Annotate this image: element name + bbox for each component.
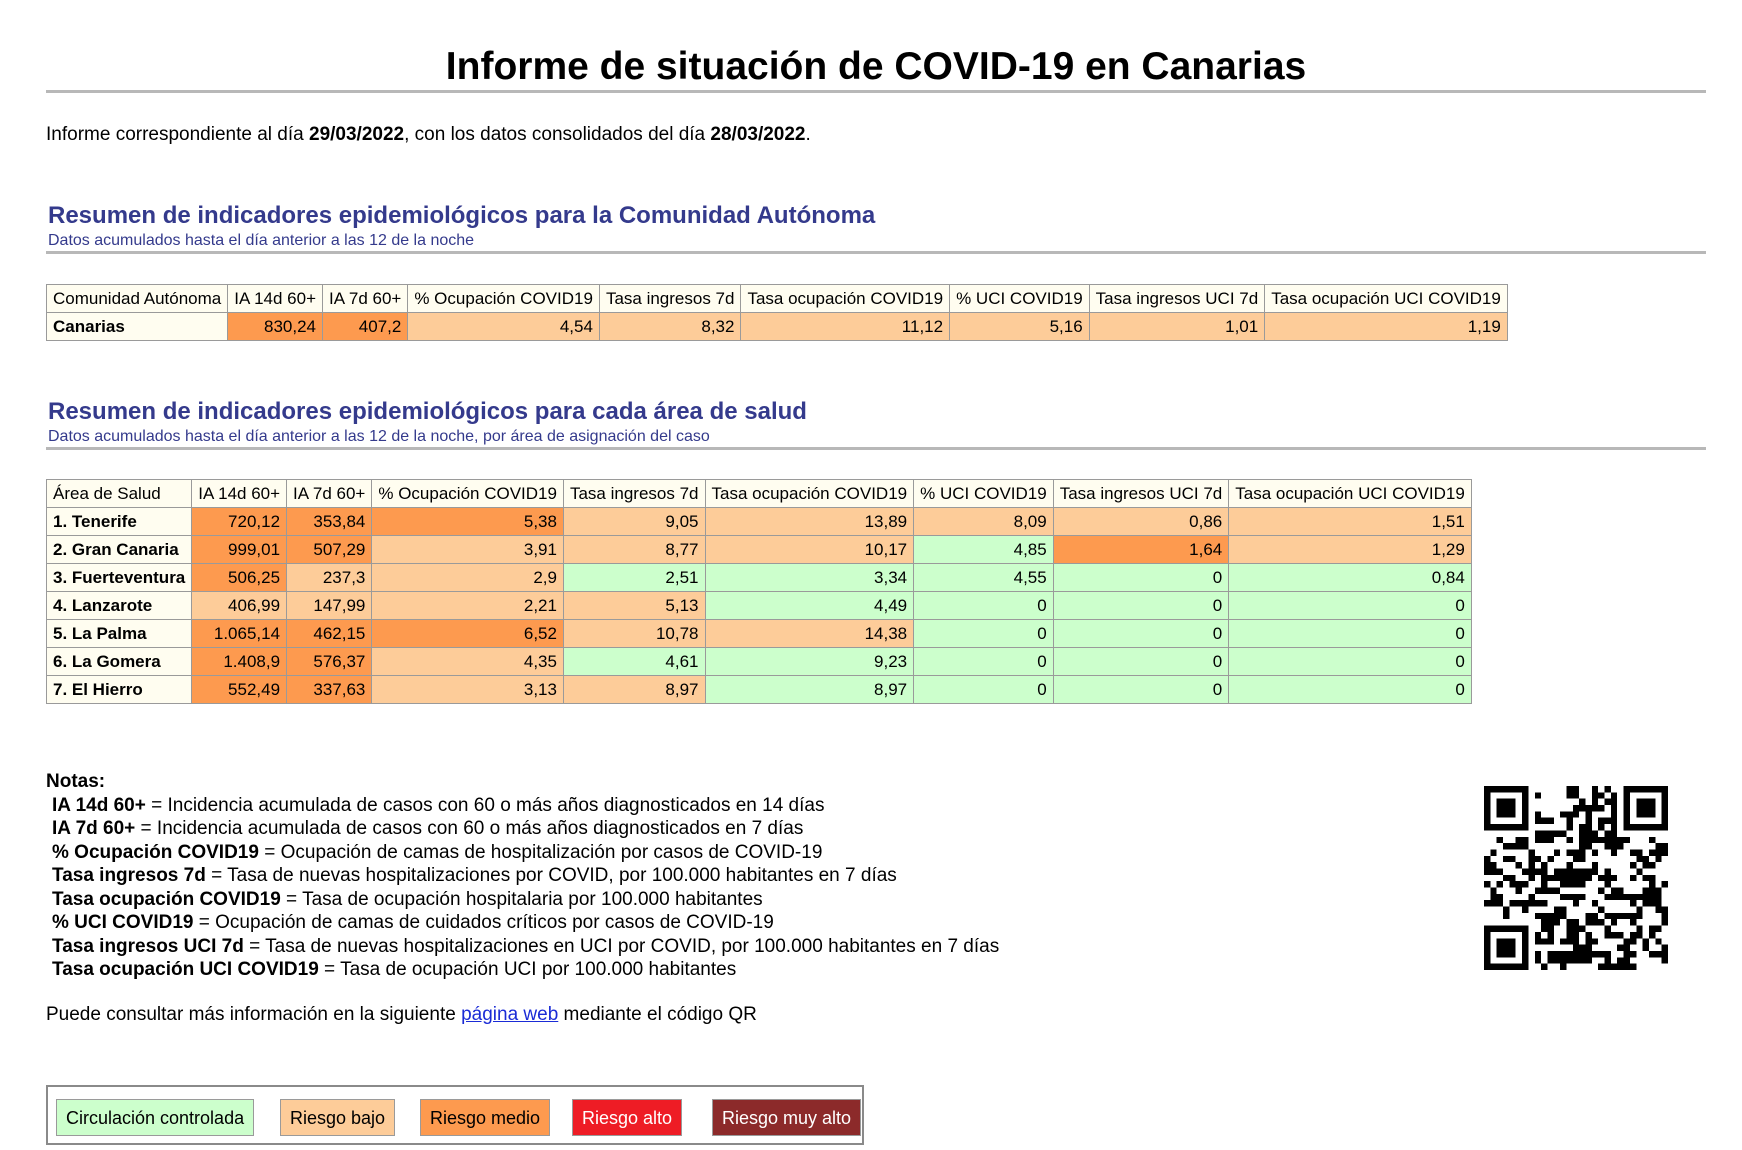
indicator-cell: 237,3 [287, 564, 372, 592]
indicator-cell: 0 [1053, 676, 1229, 704]
indicator-cell: 2,51 [563, 564, 705, 592]
column-header: IA 14d 60+ [228, 285, 323, 313]
column-header: % Ocupación COVID19 [408, 285, 600, 313]
indicator-cell: 0 [914, 592, 1054, 620]
indicator-cell: 8,97 [563, 676, 705, 704]
note-item [46, 911, 999, 935]
note-definition: = Tasa de ocupación hospitalaria por 100.000 habitantes [280, 888, 763, 910]
indicator-cell: 0 [1229, 620, 1472, 648]
indicator-cell: 720,12 [192, 508, 287, 536]
indicator-cell: 0 [914, 648, 1054, 676]
indicator-cell: 0 [1053, 620, 1229, 648]
indicator-cell: 576,37 [287, 648, 372, 676]
area-section-subtitle: Datos acumulados hasta el día anterior a las 12 de la noche, por área de asignación del caso [48, 428, 710, 445]
column-header: Tasa ingresos UCI 7d [1053, 480, 1229, 508]
indicator-cell: 1,51 [1229, 508, 1472, 536]
note-item [46, 841, 999, 865]
indicator-cell: 4,54 [408, 313, 600, 341]
indicator-cell: 506,25 [192, 564, 287, 592]
table-row [47, 564, 1472, 592]
note-item [46, 935, 999, 959]
indicator-cell: 4,55 [914, 564, 1054, 592]
column-header: % UCI COVID19 [950, 285, 1090, 313]
note-item [46, 958, 999, 982]
table-header-row [47, 285, 1508, 313]
report-prefix: Informe correspondiente al día [46, 124, 309, 145]
note-item [46, 817, 999, 841]
report-date-line [46, 124, 811, 146]
report-suffix: . [805, 124, 811, 145]
row-label: 5. La Palma [47, 620, 192, 648]
area-indicators-table [46, 479, 1472, 704]
note-term: IA 14d 60+ [52, 794, 146, 816]
note-definition: = Ocupación de camas de hospitalización por casos de COVID-19 [258, 841, 823, 863]
qr-code-icon[interactable] [1484, 786, 1668, 970]
indicator-cell: 3,91 [372, 536, 564, 564]
note-definition: = Incidencia acumulada de casos con 60 o más años diagnosticados en 7 días [135, 818, 804, 839]
row-label: 1. Tenerife [47, 508, 192, 536]
indicator-cell: 0 [1053, 648, 1229, 676]
column-header: % Ocupación COVID19 [372, 480, 564, 508]
note-definition: = Tasa de nuevas hospitalizaciones en UCI por COVID, por 100.000 habitantes en 7 días [243, 935, 1000, 957]
indicator-cell: 14,38 [705, 620, 914, 648]
note-term: % UCI COVID19 [52, 912, 194, 933]
table-row [47, 676, 1472, 704]
indicator-cell: 5,38 [372, 508, 564, 536]
risk-legend [46, 1085, 864, 1145]
indicator-cell: 0 [1053, 564, 1229, 592]
indicator-cell: 0 [1229, 676, 1472, 704]
community-section-subtitle: Datos acumulados hasta el día anterior a las 12 de la noche [48, 232, 475, 249]
indicator-cell: 13,89 [705, 508, 914, 536]
note-term: % Ocupación COVID19 [52, 841, 259, 863]
indicator-cell: 8,97 [705, 676, 914, 704]
indicator-cell: 407,2 [323, 313, 408, 341]
legend-controlada: Circulación controlada [56, 1099, 254, 1136]
note-item [46, 864, 999, 888]
indicator-cell: 147,99 [287, 592, 372, 620]
indicator-cell: 0 [1053, 592, 1229, 620]
indicator-cell: 6,52 [372, 620, 564, 648]
indicator-cell: 4,61 [563, 648, 705, 676]
indicator-cell: 5,16 [950, 313, 1090, 341]
area-section-title: Resumen de indicadores epidemiológicos para cada área de salud [48, 398, 807, 425]
column-header: Tasa ocupación UCI COVID19 [1265, 285, 1508, 313]
column-header: Área de Salud [47, 480, 192, 508]
legend-medio: Riesgo medio [420, 1099, 550, 1136]
note-item [46, 888, 999, 912]
area-section-rule [46, 447, 1706, 450]
column-header: Tasa ocupación COVID19 [741, 285, 950, 313]
indicator-cell: 353,84 [287, 508, 372, 536]
note-term: Tasa ocupación UCI COVID19 [52, 959, 319, 980]
indicator-cell: 4,85 [914, 536, 1054, 564]
more-info-prefix: Puede consultar más información en la siguiente [46, 1004, 462, 1025]
indicator-cell: 4,35 [372, 648, 564, 676]
web-page-link[interactable]: página web [461, 1004, 559, 1025]
table-row [47, 313, 1508, 341]
column-header: Tasa ocupación COVID19 [705, 480, 914, 508]
indicator-cell: 3,34 [705, 564, 914, 592]
report-date: 29/03/2022 [309, 124, 405, 145]
indicator-cell: 2,9 [372, 564, 564, 592]
note-term: Tasa ingresos 7d [52, 865, 206, 886]
notes-title: Notas: [46, 771, 106, 792]
indicator-cell: 5,13 [563, 592, 705, 620]
indicator-cell: 0 [1229, 592, 1472, 620]
indicator-cell: 9,23 [705, 648, 914, 676]
indicator-cell: 10,78 [563, 620, 705, 648]
indicator-cell: 8,77 [563, 536, 705, 564]
indicator-cell: 0 [1229, 648, 1472, 676]
table-row [47, 536, 1472, 564]
note-term: Tasa ocupación COVID19 [52, 888, 281, 910]
indicator-cell: 462,15 [287, 620, 372, 648]
more-info-line [46, 1004, 757, 1026]
indicator-cell: 10,17 [705, 536, 914, 564]
indicator-cell: 552,49 [192, 676, 287, 704]
page-title: Informe de situación de COVID-19 en Canarias [46, 0, 1706, 93]
indicator-cell: 1.065,14 [192, 620, 287, 648]
column-header: IA 14d 60+ [192, 480, 287, 508]
indicator-cell: 11,12 [741, 313, 950, 341]
legend-alto: Riesgo alto [572, 1099, 682, 1136]
indicator-cell: 0,86 [1053, 508, 1229, 536]
note-definition: = Ocupación de camas de cuidados críticos por casos de COVID-19 [193, 912, 774, 933]
report-page [46, 0, 1706, 1128]
row-label: 4. Lanzarote [47, 592, 192, 620]
row-label: Canarias [47, 313, 228, 341]
indicator-cell: 1.408,9 [192, 648, 287, 676]
indicator-cell: 1,64 [1053, 536, 1229, 564]
indicator-cell: 1,01 [1089, 313, 1265, 341]
table-row [47, 620, 1472, 648]
note-definition: = Incidencia acumulada de casos con 60 o más años diagnosticados en 14 días [145, 794, 825, 816]
indicator-cell: 2,21 [372, 592, 564, 620]
column-header: Tasa ingresos 7d [599, 285, 741, 313]
report-middle: , con los datos consolidados del día [404, 124, 711, 145]
note-definition: = Tasa de nuevas hospitalizaciones por COVID, por 100.000 habitantes en 7 días [205, 865, 897, 886]
table-header-row [47, 480, 1472, 508]
community-section-rule [46, 251, 1706, 254]
row-label: 3. Fuerteventura [47, 564, 192, 592]
indicator-cell: 3,13 [372, 676, 564, 704]
indicator-cell: 8,09 [914, 508, 1054, 536]
notes-list [46, 794, 999, 982]
indicator-cell: 1,19 [1265, 313, 1508, 341]
table-row [47, 508, 1472, 536]
community-section-title: Resumen de indicadores epidemiológicos para la Comunidad Autónoma [48, 202, 876, 229]
note-item [46, 794, 999, 818]
indicator-cell: 0 [914, 676, 1054, 704]
community-indicators-table [46, 284, 1508, 341]
column-header: Tasa ingresos UCI 7d [1089, 285, 1265, 313]
indicator-cell: 0,84 [1229, 564, 1472, 592]
table-row [47, 592, 1472, 620]
column-header: % UCI COVID19 [914, 480, 1054, 508]
legend-muyalto: Riesgo muy alto [712, 1099, 861, 1136]
row-label: 2. Gran Canaria [47, 536, 192, 564]
notes [46, 770, 999, 982]
indicator-cell: 999,01 [192, 536, 287, 564]
indicator-cell: 1,29 [1229, 536, 1472, 564]
indicator-cell: 830,24 [228, 313, 323, 341]
column-header: Comunidad Autónoma [47, 285, 228, 313]
note-definition: = Tasa de ocupación UCI por 100.000 habitantes [318, 959, 737, 980]
column-header: IA 7d 60+ [323, 285, 408, 313]
row-label: 6. La Gomera [47, 648, 192, 676]
column-header: Tasa ocupación UCI COVID19 [1229, 480, 1472, 508]
indicator-cell: 9,05 [563, 508, 705, 536]
indicator-cell: 337,63 [287, 676, 372, 704]
note-term: Tasa ingresos UCI 7d [52, 935, 244, 957]
data-date: 28/03/2022 [710, 124, 806, 145]
column-header: Tasa ingresos 7d [563, 480, 705, 508]
row-label: 7. El Hierro [47, 676, 192, 704]
indicator-cell: 507,29 [287, 536, 372, 564]
indicator-cell: 0 [914, 620, 1054, 648]
more-info-suffix: mediante el código QR [558, 1004, 757, 1025]
indicator-cell: 4,49 [705, 592, 914, 620]
column-header: IA 7d 60+ [287, 480, 372, 508]
indicator-cell: 406,99 [192, 592, 287, 620]
indicator-cell: 8,32 [599, 313, 741, 341]
table-row [47, 648, 1472, 676]
legend-bajo: Riesgo bajo [280, 1099, 395, 1136]
note-term: IA 7d 60+ [52, 818, 136, 839]
